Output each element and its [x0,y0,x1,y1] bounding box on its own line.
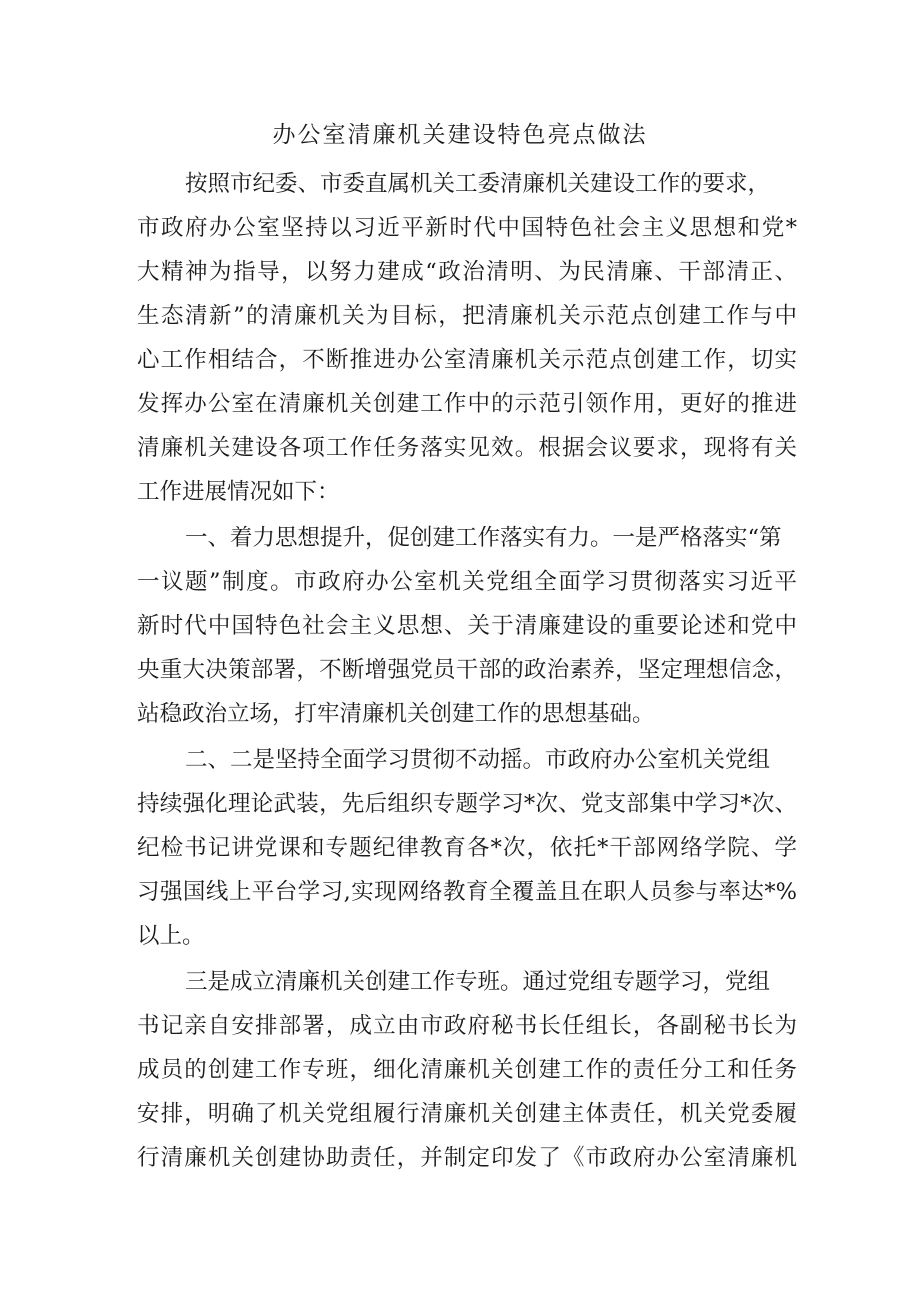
text-line: 生态清新”的清廉机关为目标，把清廉机关示范点创建工作与中 [137,303,797,329]
text-line: 以上。 [137,923,205,949]
text-line: 按照市纪委、市委直属机关工委清廉机关建设工作的要求， [185,171,771,197]
text-line: 三是成立清廉机关创建工作专班。通过党组专题学习，党组 [185,969,771,995]
text-line: 大精神为指导，以努力建成“政治清明、为民清廉、干部清正、 [137,259,797,285]
text-line: 行清廉机关创建协助责任，并制定印发了《市政府办公室清廉机 [137,1145,797,1171]
text-line: 工作进展情况如下： [137,479,340,505]
text-line: 央重大决策部署，不断增强党员干部的政治素养，坚定理想信念， [137,657,797,683]
paragraph-section-2 [137,738,797,958]
text-line: 持续强化理论武装，先后组织专题学习*次、党支部集中学习*次、 [137,791,797,817]
document-title: 办公室清廉机关建设特色亮点做法 [272,122,648,148]
text-line: 成员的创建工作专班，细化清廉机关创建工作的责任分工和任务 [137,1057,797,1083]
paragraph-intro [137,162,797,514]
text-line: 心工作相结合，不断推进办公室清廉机关示范点创建工作，切实 [137,347,797,373]
paragraph-section-1 [137,516,797,736]
text-line: 二、二是坚持全面学习贯彻不动摇。市政府办公室机关党组 [185,747,771,773]
text-line: 市政府办公室坚持以习近平新时代中国特色社会主义思想和党* [137,215,797,241]
text-line: 习强国线上平台学习,实现网络教育全覆盖且在职人员参与率达*% [137,879,797,905]
text-line: 一、着力思想提升，促创建工作落实有力。一是严格落实“第 [185,525,782,551]
text-line: 站稳政治立场，打牢清廉机关创建工作的思想基础。 [137,701,655,727]
text-line: 清廉机关建设各项工作任务落实见效。根据会议要求，现将有关 [137,435,797,461]
text-line: 纪检书记讲党课和专题纪律教育各*次，依托*干部网络学院、学 [137,835,797,861]
text-line: 书记亲自安排部署，成立由市政府秘书长任组长，各副秘书长为 [137,1013,797,1039]
text-line: 安排，明确了机关党组履行清廉机关创建主体责任，机关党委履 [137,1101,797,1127]
text-line: 新时代中国特色社会主义思想、关于清廉建设的重要论述和党中 [137,613,797,639]
document-body [137,162,797,1180]
paragraph-section-3 [137,960,797,1180]
text-line: 一议题”制度。市政府办公室机关党组全面学习贯彻落实习近平 [137,569,797,595]
text-line: 发挥办公室在清廉机关创建工作中的示范引领作用，更好的推进 [137,391,797,417]
